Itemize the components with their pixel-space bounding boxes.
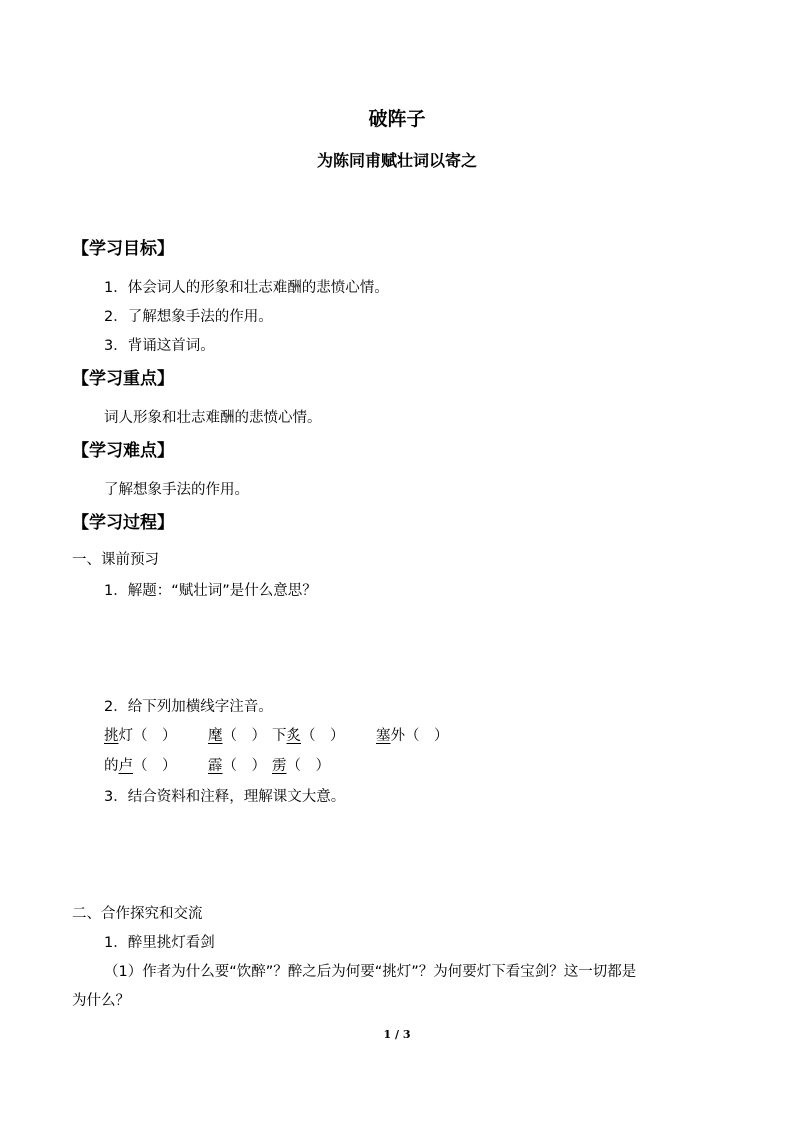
plain-char: 的 xyxy=(104,758,119,774)
preview-question-1: 1．解题：“赋壮词”是什么意思？ xyxy=(104,583,317,599)
pinyin-blank: （ ） xyxy=(286,758,330,774)
goal-item-1: 1．体会词人的形象和壮志难酬的悲愤心情。 xyxy=(104,280,389,296)
pinyin-item-hui xyxy=(208,724,266,745)
pinyin-blank: 灯（ ） xyxy=(118,728,177,744)
underlined-char: 塞 xyxy=(376,728,391,744)
section1-title: 一、课前预习 xyxy=(72,552,159,568)
section2-sub1: 1．醉里挑灯看剑 xyxy=(104,935,215,951)
process-heading: 【学习过程】 xyxy=(72,513,174,533)
underlined-char: 雳 xyxy=(272,758,287,774)
pinyin-blank: 外（ ） xyxy=(390,728,449,744)
explore-question-1-line2: 为什么？ xyxy=(72,993,130,1009)
section2-title: 二、合作探究和交流 xyxy=(72,906,203,922)
underlined-char: 霹 xyxy=(208,758,223,774)
difficulties-heading: 【学习难点】 xyxy=(72,441,174,461)
pinyin-item-zhi xyxy=(272,724,345,745)
page-number: 1 / 3 xyxy=(383,1028,411,1041)
pinyin-blank: （ ） xyxy=(133,758,177,774)
goals-heading: 【学习目标】 xyxy=(72,239,174,259)
pinyin-blank: （ ） xyxy=(222,728,266,744)
pinyin-blank: （ ） xyxy=(301,728,345,744)
difficulties-text: 了解想象手法的作用。 xyxy=(104,482,249,498)
preview-question-2: 2．给下列加横线字注音。 xyxy=(104,699,273,715)
page-subtitle: 为陈同甫赋壮词以寄之 xyxy=(316,151,477,170)
underlined-char: 麾 xyxy=(208,728,223,744)
key-points-heading: 【学习重点】 xyxy=(72,369,174,389)
preview-question-3: 3．结合资料和注释，理解课文大意。 xyxy=(104,789,346,805)
pinyin-blank: （ ） xyxy=(222,758,266,774)
underlined-char: 挑 xyxy=(104,728,119,744)
underlined-char: 炙 xyxy=(286,728,301,744)
plain-char: 下 xyxy=(272,728,287,744)
pinyin-item-pi xyxy=(208,754,266,775)
goal-item-2: 2．了解想象手法的作用。 xyxy=(104,309,273,325)
pinyin-item-sai xyxy=(376,724,449,745)
goal-item-3: 3．背诵这首词。 xyxy=(104,338,215,354)
pinyin-item-tiao xyxy=(104,724,177,745)
key-points-text: 词人形象和壮志难酬的悲愤心情。 xyxy=(104,410,322,426)
pinyin-item-lu xyxy=(104,754,177,775)
underlined-char: 卢 xyxy=(118,758,133,774)
explore-question-1-line1: （1）作者为什么要“饮醉”？醉之后为何要“挑灯”？为何要灯下看宝剑？这一切都是 xyxy=(104,964,637,980)
page-title: 破阵子 xyxy=(368,108,426,130)
pinyin-item-li xyxy=(272,754,330,775)
